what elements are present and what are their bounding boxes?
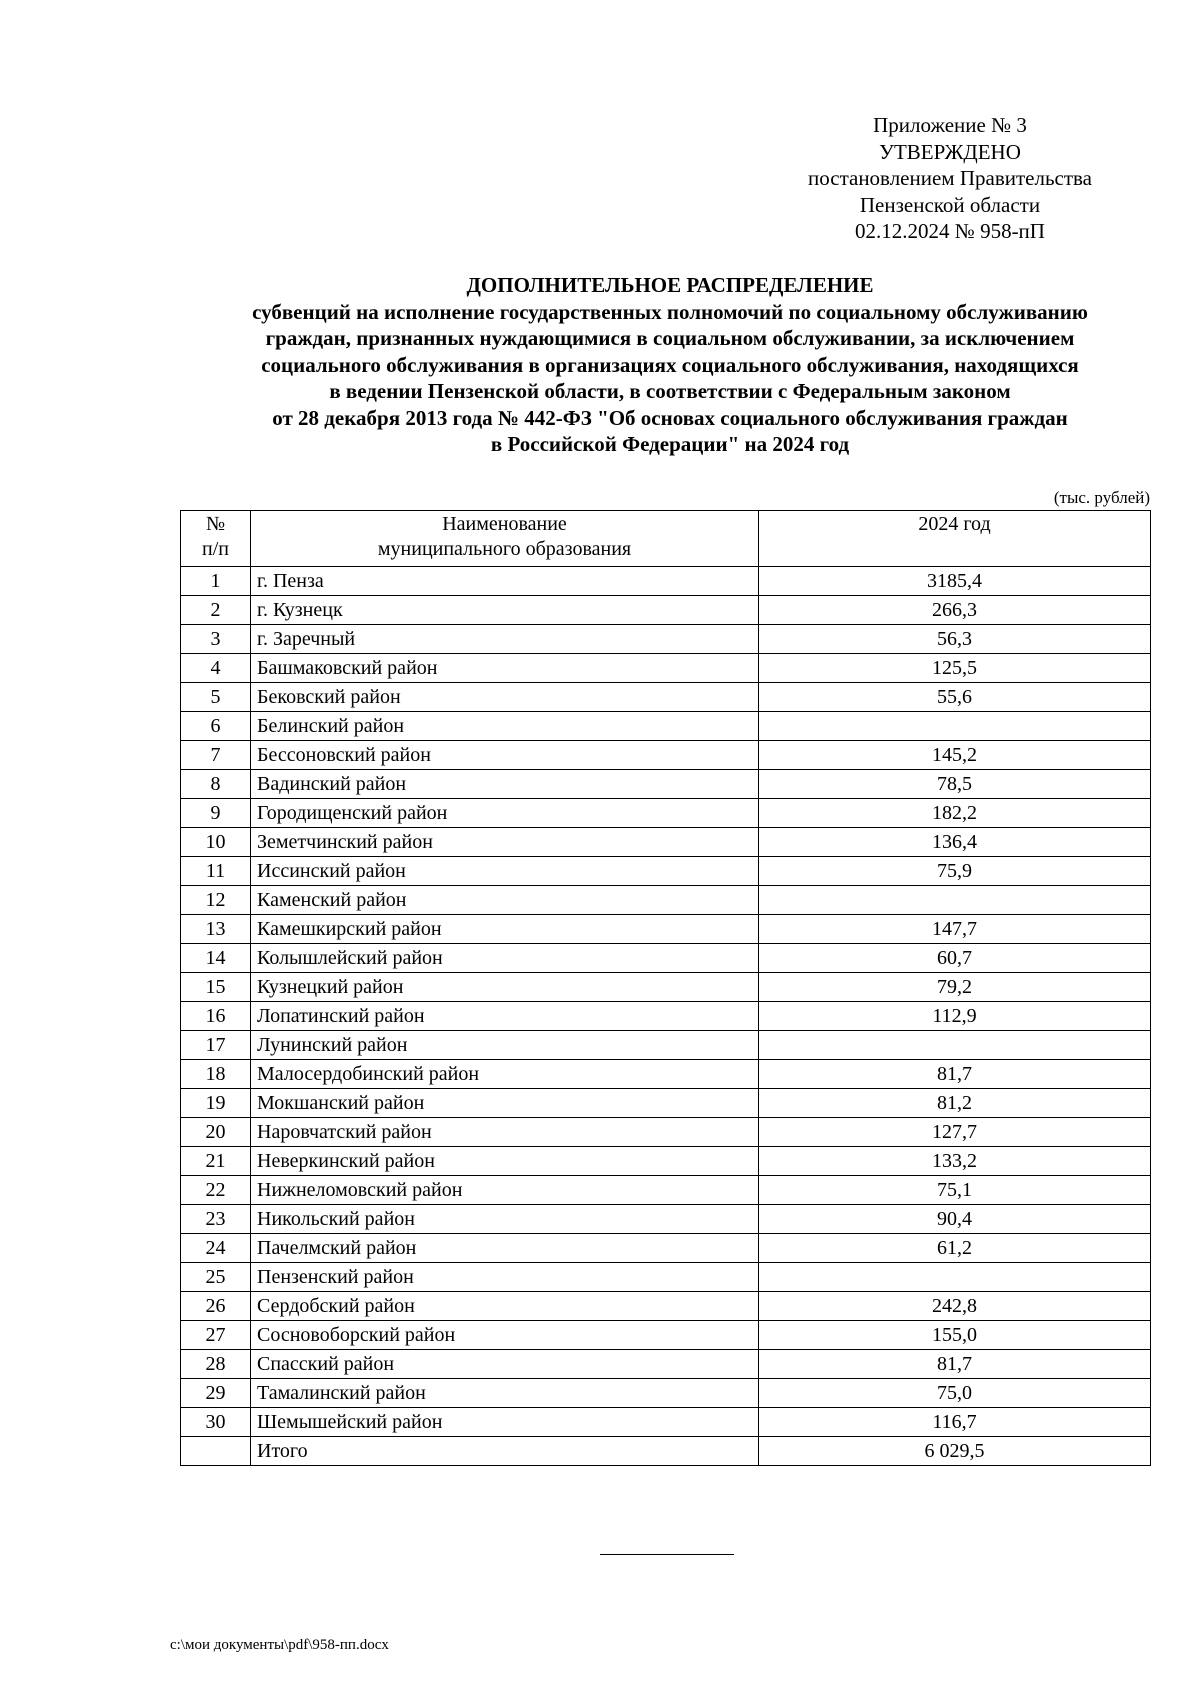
row-number: 16 [181,1002,251,1031]
row-number: 29 [181,1379,251,1408]
subvention-amount: 75,1 [759,1176,1151,1205]
subvention-amount: 3185,4 [759,567,1151,596]
row-number: 8 [181,770,251,799]
table-row [181,1408,1151,1437]
municipality-name: Камешкирский район [251,915,759,944]
subvention-amount [759,712,1151,741]
approved-by: постановлением Правительства [807,166,1092,190]
table-row [181,1118,1151,1147]
row-number: 4 [181,654,251,683]
row-number: 27 [181,1321,251,1350]
table-total-row [181,1437,1151,1466]
municipality-name: Каменский район [251,886,759,915]
municipality-name: Колышлейский район [251,944,759,973]
row-number: 3 [181,625,251,654]
row-number: 7 [181,741,251,770]
header-number: № п/п [181,511,251,567]
row-number: 11 [181,857,251,886]
subvention-amount: 145,2 [759,741,1151,770]
municipality-name: Городищенский район [251,799,759,828]
table-row [181,1292,1151,1321]
header-year: 2024 год [759,511,1151,567]
row-number: 2 [181,596,251,625]
title-line-6: от 28 декабря 2013 года № 442-ФЗ "Об основах социального обслуживания граждан [272,405,1068,430]
approved-label: УТВЕРЖДЕНО [879,139,1021,164]
municipality-name: Вадинский район [251,770,759,799]
row-number: 24 [181,1234,251,1263]
table-row [181,1147,1151,1176]
subvention-amount: 60,7 [759,944,1151,973]
subvention-amount: 81,7 [759,1060,1151,1089]
table-row [181,886,1151,915]
municipality-name: Сердобский район [251,1292,759,1321]
table-row [181,973,1151,1002]
subvention-amount: 116,7 [759,1408,1151,1437]
municipality-name: Спасский район [251,1350,759,1379]
row-number: 13 [181,915,251,944]
municipality-name: Итого [251,1437,759,1466]
subvention-amount: 155,0 [759,1321,1151,1350]
row-number: 12 [181,886,251,915]
file-path-footer: c:\мои документы\pdf\958-пп.docx [170,1637,389,1653]
table-row [181,1263,1151,1292]
row-number: 21 [181,1147,251,1176]
subvention-amount: 81,7 [759,1350,1151,1379]
table-row [181,799,1151,828]
row-number: 17 [181,1031,251,1060]
table-row [181,1002,1151,1031]
municipality-name: Бессоновский район [251,741,759,770]
municipality-name: Лопатинский район [251,1002,759,1031]
row-number: 18 [181,1060,251,1089]
table-row [181,1031,1151,1060]
row-number: 15 [181,973,251,1002]
title-line-5: в ведении Пензенской области, в соответствии с Федеральным законом [329,379,1011,403]
row-number: 22 [181,1176,251,1205]
municipality-name: Тамалинский район [251,1379,759,1408]
municipality-name: Малосердобинский район [251,1060,759,1089]
appendix-number: Приложение № 3 [873,113,1027,137]
approved-region: Пензенской области [859,192,1041,217]
table-row [181,741,1151,770]
table-row [181,625,1151,654]
table-row [181,683,1151,712]
municipality-name: Шемышейский район [251,1408,759,1437]
municipality-name: г. Кузнецк [251,596,759,625]
row-number: 20 [181,1118,251,1147]
municipality-name: Неверкинский район [251,1147,759,1176]
approval-block [740,112,1160,245]
row-number: 1 [181,567,251,596]
table-row [181,828,1151,857]
row-number: 23 [181,1205,251,1234]
subvention-amount: 75,9 [759,857,1151,886]
municipality-name: Бековский район [251,683,759,712]
row-number: 9 [181,799,251,828]
table-row [181,1176,1151,1205]
table-row [181,915,1151,944]
subvention-amount: 6 029,5 [759,1437,1151,1466]
subvention-amount: 61,2 [759,1234,1151,1263]
table-body [181,567,1151,1466]
subvention-amount [759,1263,1151,1292]
table-row [181,596,1151,625]
row-number [181,1437,251,1466]
municipality-name: Лунинский район [251,1031,759,1060]
municipality-name: Пензенский район [251,1263,759,1292]
row-number: 14 [181,944,251,973]
municipality-name: Сосновоборский район [251,1321,759,1350]
table-row [181,944,1151,973]
row-number: 25 [181,1263,251,1292]
municipality-name: Земетчинский район [251,828,759,857]
title-line-7: в Российской Федерации" на 2024 год [490,432,850,456]
table-row [181,567,1151,596]
municipality-name: Белинский район [251,712,759,741]
table-header-row [181,511,1151,567]
row-number: 10 [181,828,251,857]
table-row [181,1089,1151,1118]
row-number: 26 [181,1292,251,1321]
table-row [181,712,1151,741]
units-label: (тыс. рублей) [1053,488,1150,507]
subvention-amount: 182,2 [759,799,1151,828]
municipality-name: Кузнецкий район [251,973,759,1002]
municipality-name: Мокшанский район [251,1089,759,1118]
subvention-amount: 75,0 [759,1379,1151,1408]
title-line-3: граждан, признанных нуждающимися в социальном обслуживании, за исключением [265,326,1075,350]
municipality-name: Башмаковский район [251,654,759,683]
municipality-name: Никольский район [251,1205,759,1234]
row-number: 6 [181,712,251,741]
subvention-amount: 55,6 [759,683,1151,712]
subvention-amount: 242,8 [759,1292,1151,1321]
subvention-amount: 266,3 [759,596,1151,625]
subvention-amount [759,886,1151,915]
subvention-amount: 133,2 [759,1147,1151,1176]
municipality-name: Нижнеломовский район [251,1176,759,1205]
subvention-amount: 79,2 [759,973,1151,1002]
municipality-name: Наровчатский район [251,1118,759,1147]
subvention-amount: 90,4 [759,1205,1151,1234]
table-row [181,857,1151,886]
table-row [181,1350,1151,1379]
subvention-amount: 147,7 [759,915,1151,944]
row-number: 19 [181,1089,251,1118]
municipality-name: г. Заречный [251,625,759,654]
subvention-amount: 81,2 [759,1089,1151,1118]
table-row [181,1205,1151,1234]
decree-date-number: 02.12.2024 № 958-пП [855,219,1045,243]
end-separator-line [600,1554,734,1555]
subvention-amount: 125,5 [759,654,1151,683]
header-municipality: Наименование муниципального образования [251,511,759,567]
title-line-4: социального обслуживания в организациях социального обслуживания, находящихся [261,352,1079,377]
subvention-amount: 127,7 [759,1118,1151,1147]
subvention-amount: 112,9 [759,1002,1151,1031]
table-row [181,1379,1151,1408]
subvention-amount: 56,3 [759,625,1151,654]
table-row [181,1321,1151,1350]
row-number: 30 [181,1408,251,1437]
municipality-name: Пачелмский район [251,1234,759,1263]
table-row [181,1060,1151,1089]
municipality-name: г. Пенза [251,567,759,596]
title-line-2: субвенций на исполнение государственных полномочий по социальному обслуживанию [252,299,1088,324]
table-row [181,770,1151,799]
distribution-table [180,510,1151,1466]
subvention-amount: 78,5 [759,770,1151,799]
municipality-name: Иссинский район [251,857,759,886]
subvention-amount [759,1031,1151,1060]
table-row [181,654,1151,683]
table-row [181,1234,1151,1263]
row-number: 28 [181,1350,251,1379]
subvention-amount: 136,4 [759,828,1151,857]
title-line-1: ДОПОЛНИТЕЛЬНОЕ РАСПРЕДЕЛЕНИЕ [466,273,874,297]
row-number: 5 [181,683,251,712]
document-title [120,272,1200,458]
